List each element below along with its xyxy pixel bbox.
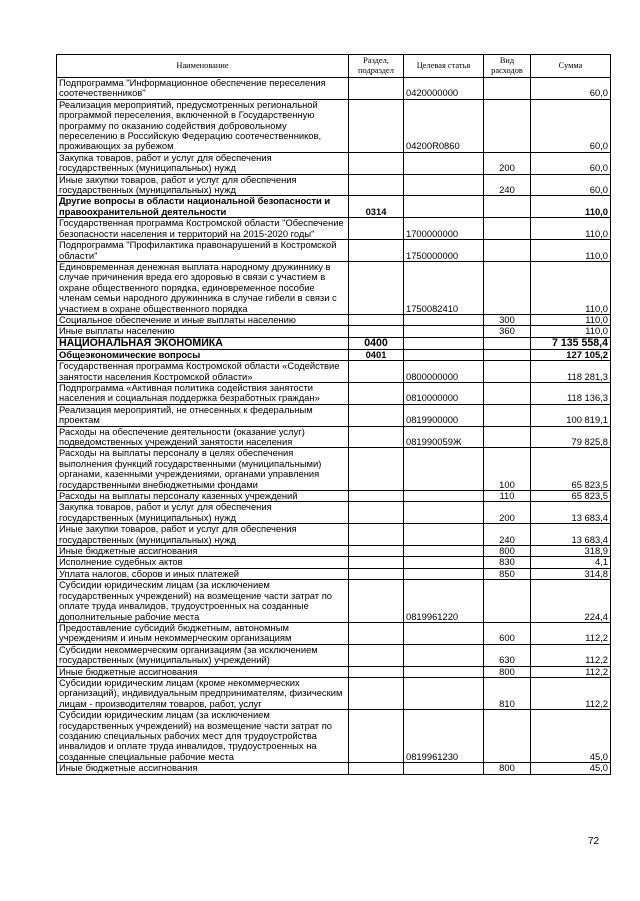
cell-code: 1750082410 — [404, 261, 484, 314]
cell-sum: 110,0 — [531, 196, 611, 218]
cell-sum: 60,0 — [531, 99, 611, 152]
cell-sum: 65 823,5 — [531, 448, 611, 491]
cell-sum: 79 825,8 — [531, 426, 611, 448]
cell-vid: 100 — [484, 448, 531, 491]
cell-section — [349, 763, 404, 774]
cell-vid — [484, 404, 531, 426]
cell-section — [349, 568, 404, 579]
cell-name: Реализация мероприятий, предусмотренных региональной программой переселения, включенной в Государственную программу по оказанию содействия добровольному переселению в Российскую Федерацию соотечественников, проживающих за рубежом — [57, 99, 349, 152]
cell-vid — [484, 240, 531, 262]
table-row — [57, 524, 611, 546]
cell-section — [349, 546, 404, 557]
cell-name: Исполнение судебных актов — [57, 557, 349, 568]
cell-sum: 118 136,3 — [531, 382, 611, 404]
cell-vid — [484, 361, 531, 383]
table-row — [57, 314, 611, 325]
table-row — [57, 502, 611, 524]
table-body — [57, 78, 611, 775]
cell-vid — [484, 196, 531, 218]
cell-name: Подпрограмма "Информационное обеспечение переселения соотечественников" — [57, 78, 349, 100]
cell-code: 0819961220 — [404, 580, 484, 623]
cell-sum: 110,0 — [531, 326, 611, 337]
cell-section — [349, 580, 404, 623]
cell-code — [404, 622, 484, 644]
cell-sum: 100 819,1 — [531, 404, 611, 426]
cell-code: 0420000000 — [404, 78, 484, 100]
cell-vid — [484, 261, 531, 314]
cell-vid: 800 — [484, 763, 531, 774]
cell-vid: 600 — [484, 622, 531, 644]
cell-section: 0401 — [349, 349, 404, 360]
cell-code — [404, 502, 484, 524]
cell-vid: 800 — [484, 546, 531, 557]
cell-code — [404, 557, 484, 568]
cell-name: Другие вопросы в области национальной безопасности и правоохранительной деятельности — [57, 196, 349, 218]
cell-sum: 4,1 — [531, 557, 611, 568]
cell-sum: 224,4 — [531, 580, 611, 623]
cell-section — [349, 78, 404, 100]
cell-code: 04200R0860 — [404, 99, 484, 152]
cell-vid — [484, 349, 531, 360]
cell-sum: 7 135 558,4 — [531, 337, 611, 349]
cell-name: Иные бюджетные ассигнования — [57, 763, 349, 774]
cell-code — [404, 546, 484, 557]
cell-sum: 110,0 — [531, 240, 611, 262]
cell-section — [349, 152, 404, 174]
cell-section: 0400 — [349, 337, 404, 349]
cell-code — [404, 314, 484, 325]
cell-section — [349, 622, 404, 644]
cell-sum: 112,2 — [531, 644, 611, 666]
cell-name: Государственная программа Костромской области "Обеспечение безопасности населения и территорий на 2015-2020 годы" — [57, 218, 349, 240]
cell-section — [349, 710, 404, 763]
cell-name: Иные выплаты населению — [57, 326, 349, 337]
cell-vid — [484, 710, 531, 763]
table-header-row — [57, 55, 611, 78]
cell-code — [404, 174, 484, 196]
header-vid: Вид расходов — [484, 55, 531, 78]
table-row — [57, 152, 611, 174]
cell-name: Закупка товаров, работ и услуг для обеспечения государственных (муниципальных) нужд — [57, 152, 349, 174]
cell-code — [404, 568, 484, 579]
table-row — [57, 448, 611, 491]
cell-vid: 360 — [484, 326, 531, 337]
table-row — [57, 326, 611, 337]
cell-section: 0314 — [349, 196, 404, 218]
cell-vid — [484, 382, 531, 404]
cell-section — [349, 644, 404, 666]
header-code: Целевая статья — [404, 55, 484, 78]
cell-name: Государственная программа Костромской области «Содействие занятости населения Костромской области» — [57, 361, 349, 383]
table-row — [57, 361, 611, 383]
cell-vid — [484, 78, 531, 100]
cell-code: 0819900000 — [404, 404, 484, 426]
cell-sum: 60,0 — [531, 174, 611, 196]
cell-name: НАЦИОНАЛЬНАЯ ЭКОНОМИКА — [57, 337, 349, 349]
cell-code — [404, 763, 484, 774]
cell-section — [349, 448, 404, 491]
cell-section — [349, 382, 404, 404]
cell-name: Единовременная денежная выплата народному дружиннику в случае причинения вреда его здоровью в связи с участием в охране общественного порядка, единовременное пособие членам семьи народного дружинника в случае гибели в связи с участием в охране общественного порядка — [57, 261, 349, 314]
cell-name: Социальное обеспечение и иные выплаты населению — [57, 314, 349, 325]
cell-name: Иные бюджетные ассигнования — [57, 666, 349, 677]
table-row — [57, 763, 611, 774]
cell-code — [404, 666, 484, 677]
table-row — [57, 622, 611, 644]
cell-sum: 314,8 — [531, 568, 611, 579]
cell-vid: 300 — [484, 314, 531, 325]
cell-name: Иные закупки товаров, работ и услуг для обеспечения государственных (муниципальных) нужд — [57, 524, 349, 546]
cell-sum: 112,2 — [531, 622, 611, 644]
cell-sum: 60,0 — [531, 78, 611, 100]
cell-name: Подпрограмма «Активная политика содействия занятости населения и социальная поддержка безработных граждан» — [57, 382, 349, 404]
cell-name: Расходы на выплаты персоналу в целях обеспечения выполнения функций государственными (муниципальными) органами, казенными учреждениями, органами управления государственными внебюджетными фондами — [57, 448, 349, 491]
cell-section — [349, 666, 404, 677]
table-row — [57, 580, 611, 623]
cell-vid: 240 — [484, 174, 531, 196]
cell-vid: 830 — [484, 557, 531, 568]
cell-vid: 850 — [484, 568, 531, 579]
cell-section — [349, 361, 404, 383]
cell-name: Субсидии юридическим лицам (за исключением государственных учреждений) на возмещение части затрат по оплате труда инвалидов, трудоустроенных на созданные дополнительные рабочие места — [57, 580, 349, 623]
cell-code: 1750000000 — [404, 240, 484, 262]
cell-vid — [484, 337, 531, 349]
cell-vid: 200 — [484, 502, 531, 524]
cell-code — [404, 152, 484, 174]
table-row — [57, 666, 611, 677]
cell-section — [349, 218, 404, 240]
cell-name: Предоставление субсидий бюджетным, автономным учреждениям и иным некоммерческим организациям — [57, 622, 349, 644]
cell-code — [404, 448, 484, 491]
header-name: Наименование — [57, 55, 349, 78]
table-row — [57, 557, 611, 568]
cell-code — [404, 524, 484, 546]
cell-code: 0819961230 — [404, 710, 484, 763]
cell-code — [404, 196, 484, 218]
cell-vid — [484, 580, 531, 623]
cell-sum: 127 105,2 — [531, 349, 611, 360]
cell-section — [349, 99, 404, 152]
cell-sum: 45,0 — [531, 763, 611, 774]
cell-name: Уплата налогов, сборов и иных платежей — [57, 568, 349, 579]
cell-sum: 110,0 — [531, 218, 611, 240]
cell-section — [349, 326, 404, 337]
cell-sum: 60,0 — [531, 152, 611, 174]
table-row — [57, 78, 611, 100]
cell-sum: 318,9 — [531, 546, 611, 557]
cell-vid: 200 — [484, 152, 531, 174]
cell-vid — [484, 99, 531, 152]
cell-code — [404, 326, 484, 337]
table-row — [57, 546, 611, 557]
header-section: Раздел, подраздел — [349, 55, 404, 78]
cell-sum: 110,0 — [531, 261, 611, 314]
table-row — [57, 644, 611, 666]
page-number: 72 — [588, 836, 600, 847]
table-row — [57, 491, 611, 502]
cell-section — [349, 404, 404, 426]
cell-name: Субсидии юридическим лицам (кроме некоммерческих организаций), индивидуальным предпринимателям, физическим лицам - производителям товаров, работ, услуг — [57, 677, 349, 709]
cell-section — [349, 261, 404, 314]
cell-section — [349, 524, 404, 546]
cell-sum: 112,2 — [531, 677, 611, 709]
table-row — [57, 337, 611, 349]
cell-vid — [484, 426, 531, 448]
cell-name: Субсидии некоммерческим организациям (за исключением государственных (муниципальных) учреждений) — [57, 644, 349, 666]
table-row — [57, 218, 611, 240]
cell-sum: 45,0 — [531, 710, 611, 763]
cell-code — [404, 677, 484, 709]
header-sum: Сумма — [531, 55, 611, 78]
cell-section — [349, 491, 404, 502]
table-row — [57, 349, 611, 360]
cell-code — [404, 491, 484, 502]
cell-name: Расходы на выплаты персоналу казенных учреждений — [57, 491, 349, 502]
cell-section — [349, 557, 404, 568]
table-row — [57, 382, 611, 404]
cell-vid: 630 — [484, 644, 531, 666]
cell-vid: 810 — [484, 677, 531, 709]
cell-vid: 240 — [484, 524, 531, 546]
cell-name: Расходы на обеспечение деятельности (оказание услуг) подведомственных учреждений занятости населения — [57, 426, 349, 448]
cell-code — [404, 644, 484, 666]
cell-code — [404, 337, 484, 349]
cell-section — [349, 426, 404, 448]
cell-section — [349, 174, 404, 196]
cell-name: Иные бюджетные ассигнования — [57, 546, 349, 557]
table-row — [57, 99, 611, 152]
cell-vid: 110 — [484, 491, 531, 502]
cell-vid: 800 — [484, 666, 531, 677]
cell-code: 1700000000 — [404, 218, 484, 240]
cell-name: Подпрограмма "Профилактика правонарушений в Костромской области" — [57, 240, 349, 262]
cell-name: Реализация мероприятий, не отнесенных к федеральным проектам — [57, 404, 349, 426]
table-row — [57, 426, 611, 448]
cell-section — [349, 240, 404, 262]
cell-code — [404, 349, 484, 360]
table-row — [57, 568, 611, 579]
cell-code: 0810000000 — [404, 382, 484, 404]
cell-name: Иные закупки товаров, работ и услуг для обеспечения государственных (муниципальных) нужд — [57, 174, 349, 196]
table-row — [57, 174, 611, 196]
cell-section — [349, 314, 404, 325]
cell-name: Субсидии юридическим лицам (за исключением государственных учреждений) на возмещение части затрат по созданию специальных рабочих мест для трудоустройства инвалидов и оплате труда инвалидов, трудоустроенных на созданные специальные рабочие места — [57, 710, 349, 763]
budget-table — [56, 54, 611, 775]
cell-sum: 112,2 — [531, 666, 611, 677]
cell-vid — [484, 218, 531, 240]
table-row — [57, 261, 611, 314]
table-row — [57, 677, 611, 709]
cell-sum: 118 281,3 — [531, 361, 611, 383]
table-row — [57, 710, 611, 763]
cell-section — [349, 677, 404, 709]
cell-sum: 13 683,4 — [531, 524, 611, 546]
cell-sum: 110,0 — [531, 314, 611, 325]
table-row — [57, 196, 611, 218]
cell-code: 081990059Ж — [404, 426, 484, 448]
cell-code: 0800000000 — [404, 361, 484, 383]
table-row — [57, 404, 611, 426]
cell-section — [349, 502, 404, 524]
cell-name: Закупка товаров, работ и услуг для обеспечения государственных (муниципальных) нужд — [57, 502, 349, 524]
cell-sum: 13 683,4 — [531, 502, 611, 524]
cell-name: Общеэкономические вопросы — [57, 349, 349, 360]
cell-sum: 65 823,5 — [531, 491, 611, 502]
table-row — [57, 240, 611, 262]
